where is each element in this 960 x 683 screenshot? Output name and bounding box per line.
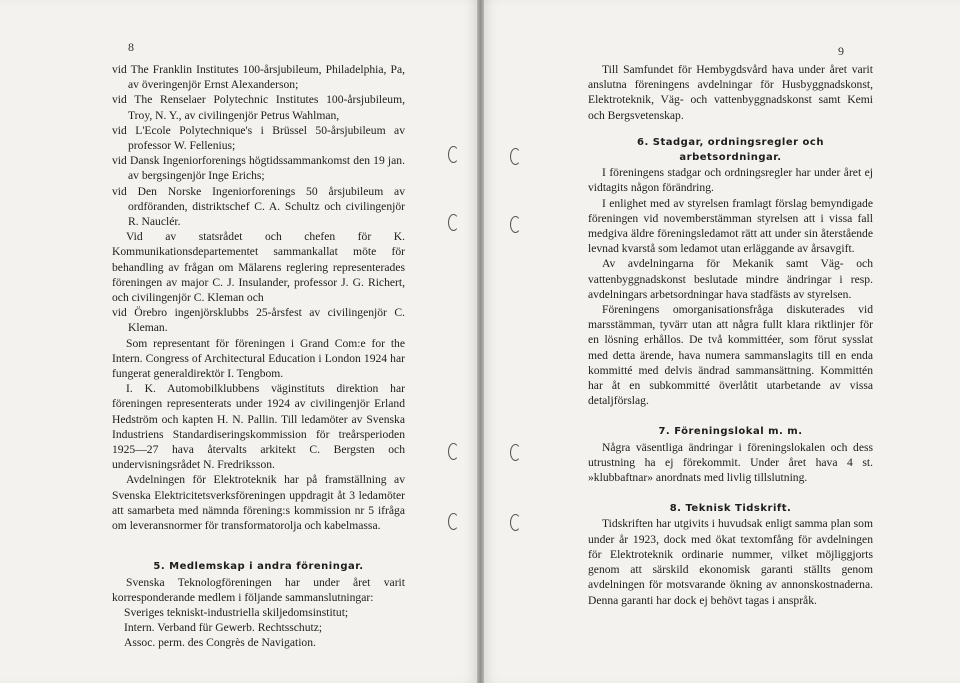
paragraph: Vid av statsrådet och chefen för K. Kommunikationsdepartementet sammankallat möte för behandling av frågan om Mälarens reglering representerades föreningen av major C. J. Insulander, professor J. G. Richert, och civilingenjör C. Kleman och (112, 230, 405, 305)
left-text-block (112, 62, 405, 651)
paragraph: vid Den Norske Ingeniorforenings 50 årsjubileum av ordföranden, distriktschef C. A. Schultz och civilingenjör R. Nauclér. (112, 184, 405, 229)
paragraph: Till Samfundet för Hembygdsvård hava under året varit anslutna föreningens avdelningar för Husbyggnadskonst, Elektroteknik, Väg- och vattenbyggnadskonst samt Kemi och Bergsvetenskap. (588, 63, 873, 122)
list-item: Intern. Verband für Gewerb. Rechtsschutz; (124, 621, 323, 635)
binder-hole (510, 216, 521, 233)
paragraph: vid The Renselaer Polytechnic Institutes 100-årsjubileum, Troy, N. Y., av civilingenjör Petrus Wahlman, (112, 93, 405, 122)
paragraph: vid Örebro ingenjörsklubbs 25-årsfest av civilingenjör C. Kleman. (112, 306, 405, 335)
section-heading: 8. Teknisk Tidskrift. (669, 503, 792, 515)
paragraph: I enlighet med av styrelsen framlagt förslag bemyndigade föreningen vid novemberstämman styrelsen att i vissa fall medgiva äldre föreningsledamot rätt att under sin återstående levnad kvarstå som ledamot utan erläggande av årsavgift. (588, 196, 873, 256)
paragraph: Några väsentliga ändringar i föreningslokalen och dess utrustning ha ej förekommit. Under året hava 4 st. »klubbaftnar» anordnats med livlig tillslutning. (588, 440, 873, 485)
paragraph: Föreningens omorganisationsfråga diskuterades vid marsstämman, tyvärr utan att några fullt klara riktlinjer för en lösning erhållos. De två kommittéer, som förut sysslat med detta ärende, hava numera sammanslagits till en enda kommitté med delvis ändrad sammansättning. Kommittén har åt en subkommitté överlåtit utarbetande av vissa detaljförslag. (588, 303, 873, 408)
page-number-right: 9 (838, 44, 844, 58)
binder-hole (510, 148, 521, 165)
paragraph: I föreningens stadgar och ordningsregler har under året ej vidtagits någon förändring. (588, 166, 873, 195)
left-page (0, 0, 477, 683)
section-heading: 6. Stadgar, ordningsregler och arbetsordningar. (637, 136, 824, 164)
paragraph: Svenska Teknologföreningen har under året varit korresponderande medlem i följande sammanslutningar: (112, 575, 405, 604)
paragraph: Avdelningen för Elektroteknik har på framställning av Svenska Elektricitetsverksföreningen uppdragit åt 3 ledamöter att samarbeta med nämnda förening:s kommission nr 5 ifråga om leveransnormer för transformatorolja och kabelmassa. (112, 473, 405, 533)
paragraph: vid L'Ecole Polytechnique's i Brüssel 50-årsjubileum av professor W. Fellenius; (112, 123, 405, 153)
binder-hole (448, 443, 459, 460)
binder-hole (510, 514, 521, 531)
list-item: Assoc. perm. des Congrès de Navigation. (124, 636, 316, 650)
binder-hole (510, 444, 521, 461)
book-gutter (477, 0, 484, 683)
list-item: Sveriges tekniskt-industriella skiljedomsinstitut; (124, 605, 349, 619)
paragraph: Av avdelningarna för Mekanik samt Väg- och vattenbyggnadskonst beslutade mindre ändringar i resp. avdelningars arbetsordningar hava stadfästs av styrelsen. (588, 257, 873, 301)
section-heading: 7. Föreningslokal m. m. (658, 426, 803, 438)
right-text-block (588, 62, 873, 608)
paragraph: Som representant för föreningen i Grand Com:e for the Intern. Congress of Architectural Education i London 1924 har fungerat generaldirektör I. Tengbom. (112, 336, 405, 381)
paragraph: I. K. Automobilklubbens väginstituts direktion har föreningen representerats under 1924 av civilingenjör Erland Hedström och kapten H. N. Pallin. Till ledamöter av Svenska Industriens Standardiseringskommission för treårsperioden 1925—27 hava återvalts arkitekt C. Bergsten och undervisningsrådet N. Fredriksson. (112, 382, 405, 472)
paragraph: Tidskriften har utgivits i huvudsak enligt samma plan som under år 1923, dock med ökat textomfång för avdelningen för Elektroteknik ordinarie nummer, vilket möjliggjorts genom att särskild ekonomisk garanti ställts genom avdelningen för motsvarande ökning av annonskostnaderna. Denna garanti har dock ej behövt tagas i anspråk. (588, 517, 873, 607)
section-heading: 5. Medlemskap i andra föreningar. (153, 561, 364, 573)
binder-hole (448, 513, 459, 530)
page-number-left: 8 (128, 40, 134, 54)
paragraph: vid The Franklin Institutes 100-årsjubileum, Philadelphia, Pa, av överingenjör Ernst Alexanderson; (112, 63, 405, 92)
paragraph: vid Dansk Ingeniorforenings högtidssammankomst den 19 jan. av bergsingenjör Inge Erichs; (112, 154, 405, 183)
binder-hole (448, 214, 459, 231)
binder-hole (448, 146, 459, 163)
